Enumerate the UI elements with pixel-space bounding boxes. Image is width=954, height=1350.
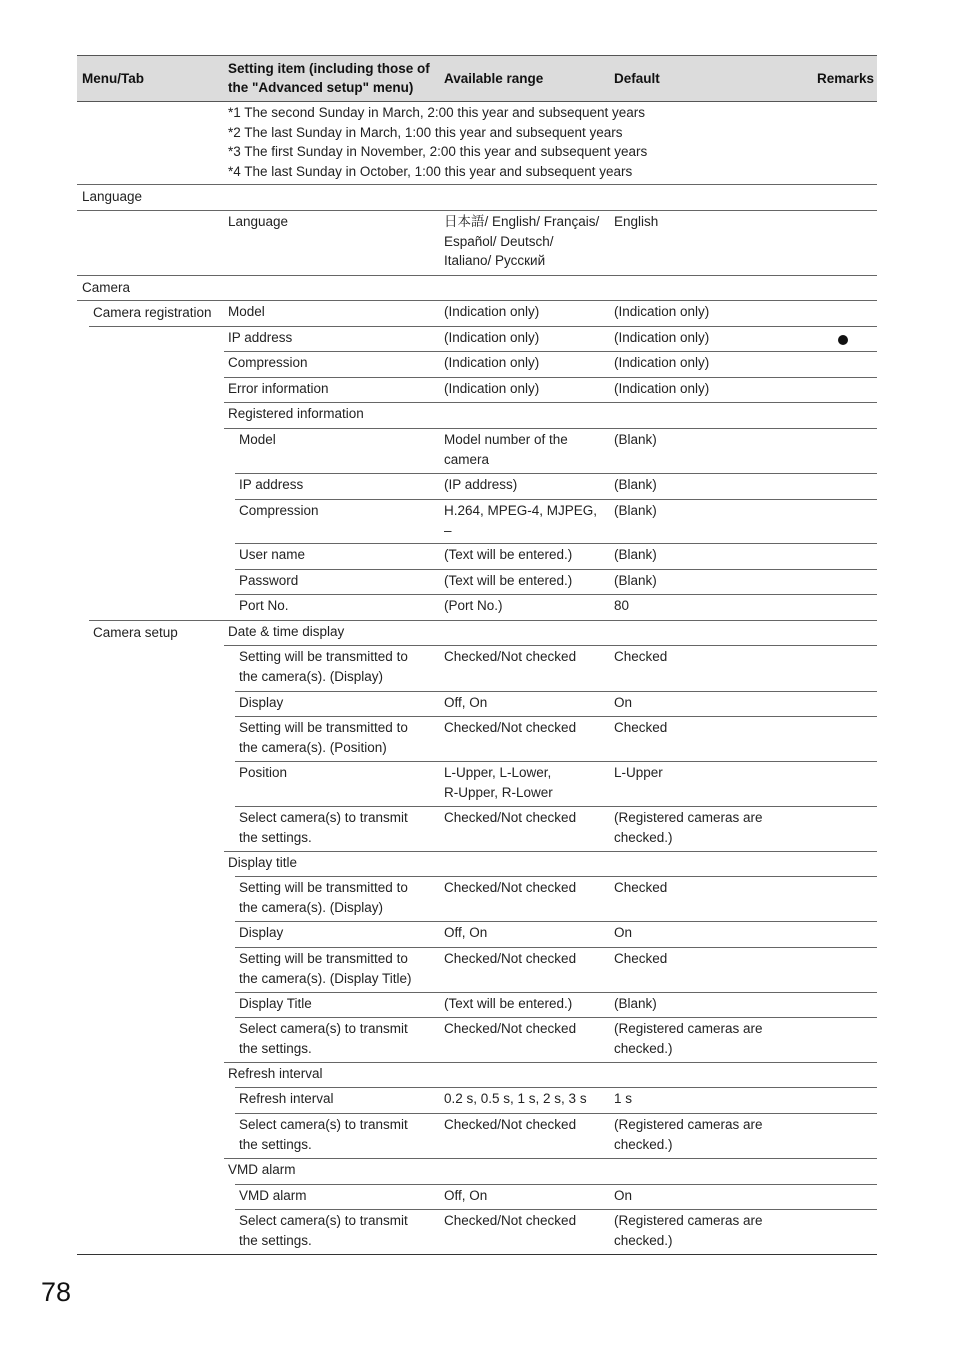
table-row	[77, 185, 877, 211]
default-cell: On	[614, 925, 633, 940]
setting-subitem-cell: Select camera(s) to transmit the settings.	[239, 810, 408, 845]
setting-subitem-cell: IP address	[239, 477, 304, 492]
table-row	[77, 852, 877, 877]
default-cell: (Blank)	[614, 996, 657, 1011]
setting-item-cell: Language	[228, 214, 289, 229]
default-cell: Checked	[614, 951, 668, 966]
setting-item-cell: VMD alarm	[228, 1162, 296, 1177]
default-cell: Checked	[614, 720, 668, 735]
available-range-cell: Checked/Not checked	[444, 951, 577, 966]
available-range-cell: (Port No.)	[444, 598, 503, 613]
available-range-cell: Checked/Not checked	[444, 810, 577, 825]
settings-table	[77, 55, 877, 1255]
available-range-cell: Checked/Not checked	[444, 649, 577, 664]
available-range-cell: Model number of the camera	[444, 432, 568, 467]
remark-bullet-icon	[838, 335, 848, 345]
footnotes: *1 The second Sunday in March, 2:00 this year and subsequent years *2 The last Sunday in March, 1:00 this year and subsequent years *3 The first Sunday in November, 2:00 this year and subsequent years *4 The last Sunday in October, 1:00 this year and subsequent years	[228, 105, 648, 179]
table-row	[77, 1185, 877, 1210]
setting-subitem-cell: Password	[239, 573, 299, 588]
default-cell: On	[614, 695, 633, 710]
table-row	[77, 211, 877, 276]
menu-cell: Camera	[82, 280, 131, 295]
table-row	[77, 570, 877, 595]
default-cell: (Indication only)	[614, 381, 710, 396]
setting-subitem-cell: Select camera(s) to transmit the settings.	[239, 1213, 408, 1248]
default-cell: (Indication only)	[614, 355, 710, 370]
table-row	[77, 1210, 877, 1255]
setting-subitem-cell: Display	[239, 695, 284, 710]
available-range-cell: (IP address)	[444, 477, 518, 492]
table-row	[77, 327, 877, 352]
table-row	[77, 500, 877, 544]
setting-subitem-cell: Setting will be transmitted to the camera(s). (Display)	[239, 880, 408, 915]
table-row	[77, 403, 877, 429]
available-range-cell: (Indication only)	[444, 304, 540, 319]
default-cell: 80	[614, 598, 630, 613]
header-default: Default	[614, 71, 660, 86]
setting-item-cell: Model	[228, 304, 265, 319]
available-range-cell: (Text will be entered.)	[444, 573, 573, 588]
page-number: 78	[41, 1277, 72, 1307]
table-row	[77, 1159, 877, 1185]
available-range-cell: Checked/Not checked	[444, 880, 577, 895]
header-setting-item: Setting item (including those of the "Advanced setup" menu)	[228, 61, 430, 95]
default-cell: (Blank)	[614, 432, 657, 447]
table-row	[77, 877, 877, 922]
table-row	[77, 1088, 877, 1114]
available-range-cell: (Text will be entered.)	[444, 547, 573, 562]
setting-subitem-cell: Port No.	[239, 598, 289, 613]
table-row	[77, 276, 877, 301]
setting-subitem-cell: Select camera(s) to transmit the settings.	[239, 1021, 408, 1056]
default-cell: (Blank)	[614, 573, 657, 588]
setting-subitem-cell: Display Title	[239, 996, 312, 1011]
default-cell: (Blank)	[614, 477, 657, 492]
default-cell: L-Upper	[614, 765, 663, 780]
available-range-cell: 0.2 s, 0.5 s, 1 s, 2 s, 3 s	[444, 1091, 587, 1106]
menu-cell: Language	[82, 189, 143, 204]
setting-item-cell: Error information	[228, 381, 329, 396]
setting-subitem-cell: Display	[239, 925, 284, 940]
setting-item-cell: Compression	[228, 355, 308, 370]
table-body	[77, 102, 877, 1255]
setting-item-cell: IP address	[228, 330, 293, 345]
setting-item-cell: Refresh interval	[228, 1066, 323, 1081]
default-cell: (Registered cameras are checked.)	[614, 810, 763, 845]
table-row	[77, 1018, 877, 1063]
setting-subitem-cell: Setting will be transmitted to the camera(s). (Display)	[239, 649, 408, 684]
table-row	[77, 301, 877, 327]
setting-subitem-cell: Setting will be transmitted to the camera(s). (Display Title)	[239, 951, 412, 986]
setting-subitem-cell: Model	[239, 432, 276, 447]
default-cell: Checked	[614, 649, 668, 664]
table-row	[77, 762, 877, 807]
setting-subitem-cell: Select camera(s) to transmit the settings.	[239, 1117, 408, 1152]
header-menu-tab: Menu/Tab	[82, 71, 144, 86]
table-row	[77, 993, 877, 1018]
available-range-cell: Checked/Not checked	[444, 1021, 577, 1036]
setting-subitem-cell: Compression	[239, 503, 319, 518]
available-range-cell: (Indication only)	[444, 381, 540, 396]
table-row	[77, 807, 877, 852]
default-cell: English	[614, 214, 659, 229]
setting-item-cell: Display title	[228, 855, 298, 870]
table-row	[77, 544, 877, 570]
available-range-cell: Checked/Not checked	[444, 720, 577, 735]
table-row	[77, 102, 877, 185]
table-row	[77, 429, 877, 474]
default-cell: (Blank)	[614, 503, 657, 518]
table-row	[77, 646, 877, 692]
header-remarks: Remarks	[816, 71, 874, 86]
row-divider	[77, 1254, 877, 1255]
table-row	[77, 692, 877, 717]
available-range-cell: L-Upper, L-Lower, R-Upper, R-Lower	[444, 765, 553, 800]
available-range-cell: 日本語/ English/ Français/ Español/ Deutsch/ Italiano/ Русский	[444, 214, 600, 268]
table-row	[77, 474, 877, 500]
submenu-cell: Camera setup	[93, 625, 178, 640]
available-range-cell: H.264, MPEG-4, MJPEG, –	[444, 503, 598, 538]
table-row	[77, 1063, 877, 1088]
default-cell: (Indication only)	[614, 304, 710, 319]
table-row	[77, 948, 877, 993]
table-header	[77, 55, 877, 102]
available-range-cell: Checked/Not checked	[444, 1117, 577, 1132]
default-cell: Checked	[614, 880, 668, 895]
table-row	[77, 595, 877, 621]
default-cell: On	[614, 1188, 633, 1203]
setting-item-cell: Date & time display	[228, 624, 345, 639]
table-row	[77, 922, 877, 948]
default-cell: 1 s	[614, 1091, 633, 1106]
setting-item-cell: Registered information	[228, 406, 364, 421]
available-range-cell: (Indication only)	[444, 330, 540, 345]
setting-subitem-cell: Refresh interval	[239, 1091, 334, 1106]
available-range-cell: Off, On	[444, 1188, 488, 1203]
table-row	[77, 352, 877, 378]
submenu-cell: Camera registration	[93, 305, 212, 320]
default-cell: (Registered cameras are checked.)	[614, 1021, 763, 1056]
setting-subitem-cell: User name	[239, 547, 306, 562]
available-range-cell: (Indication only)	[444, 355, 540, 370]
setting-subitem-cell: Setting will be transmitted to the camera(s). (Position)	[239, 720, 408, 755]
table-row	[77, 378, 877, 403]
default-cell: (Registered cameras are checked.)	[614, 1117, 763, 1152]
setting-subitem-cell: Position	[239, 765, 288, 780]
default-cell: (Blank)	[614, 547, 657, 562]
available-range-cell: Checked/Not checked	[444, 1213, 577, 1228]
table-row	[77, 717, 877, 762]
available-range-cell: (Text will be entered.)	[444, 996, 573, 1011]
available-range-cell: Off, On	[444, 695, 488, 710]
default-cell: (Registered cameras are checked.)	[614, 1213, 763, 1248]
available-range-cell: Off, On	[444, 925, 488, 940]
setting-subitem-cell: VMD alarm	[239, 1188, 307, 1203]
table-row	[77, 1114, 877, 1159]
header-available-range: Available range	[444, 71, 544, 86]
default-cell: (Indication only)	[614, 330, 710, 345]
table-row	[77, 621, 877, 646]
